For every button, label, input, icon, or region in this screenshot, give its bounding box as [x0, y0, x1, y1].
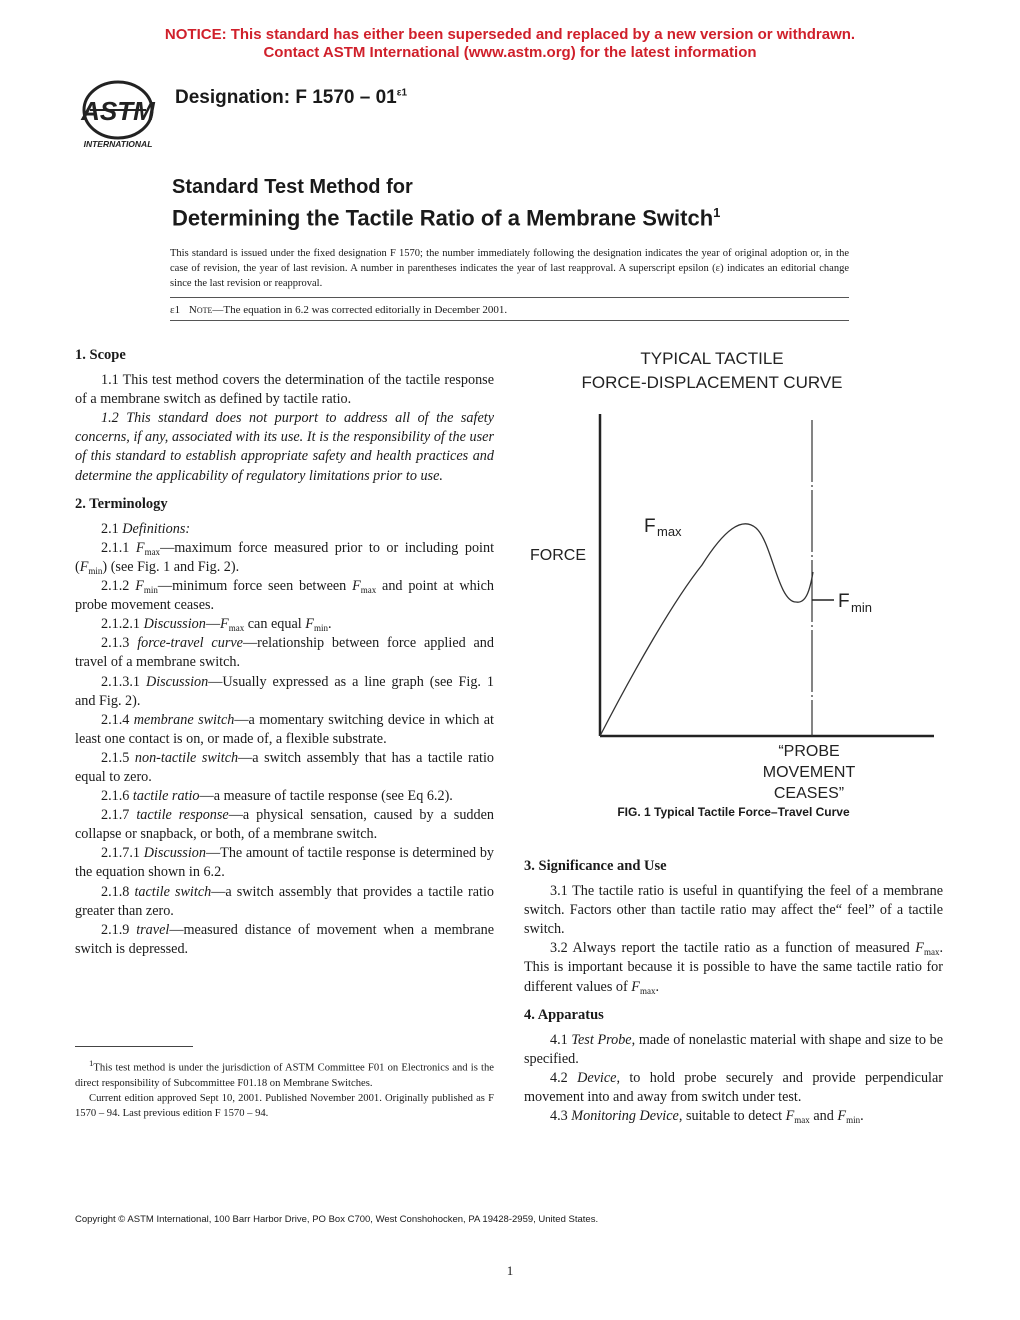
term-2-1-7: 2.1.7 tactile response—a physical sensation, caused by a sudden collapse or snapback, or both, of a membrane switch. [75, 807, 494, 843]
apparatus-4-3: 4.3 Monitoring Device, suitable to detect $F_{max}$ and $F_{min}$. [550, 1108, 864, 1126]
term-2-1-1: 2.1.1 $F_{max}—maximum$ force measured prior to or including point $(F_{min})$ (see Fig. 1 and Fig. 2). [75, 539, 495, 576]
section-heading-terminology: 2. Terminology [75, 495, 168, 512]
fmin-subscript: min [851, 600, 872, 615]
withdrawal-notice [0, 26, 1020, 62]
figure-1-caption: FIG. 1 Typical Tactile Force–Travel Curve [617, 805, 850, 819]
significance-3-2: 3.2 Always report the tactile ratio as a function of measured $F_{max}$. This is important because it is possible to have the same tactile ratio for different values of $F_{max}$. [524, 940, 943, 996]
fmax-subscript: max [657, 524, 682, 539]
logo-subtext: INTERNATIONAL [83, 139, 153, 149]
fmin-label: F [838, 591, 850, 612]
section-heading-apparatus: 4. Apparatus [524, 1006, 604, 1023]
term-2-1-4: 2.1.4 membrane switch—a momentary switching device in which at least one contact is on, or made of, a flexible substrate. [75, 711, 494, 747]
footnote-jurisdiction: This test method is under the jurisdiction of ASTM Committee F01 on Electronics and is the direct responsibility of Subcommittee F01.18 on Membrane Switches. [75, 1062, 494, 1089]
document-title [172, 174, 720, 231]
left-column [75, 346, 494, 959]
apparatus-4-1: 4.1 Test Probe, made of nonelastic material with shape and size to be specified. [524, 1031, 944, 1067]
intro-divider [170, 297, 849, 298]
scope-1-2: 1.2 This standard does not purport to address all of the safety concerns, if any, associated with its use. It is the responsibility of the user of this standard to establish appropriate safety and health practices and determine the applicability of regulatory limitations prior to use. [75, 410, 494, 484]
page-number: 1 [506, 1263, 514, 1278]
astm-logo [76, 80, 160, 150]
probe-label-line-3: CEASES” [773, 785, 845, 802]
designation-label: Designation: F 1570 – 01 [175, 87, 397, 108]
footnote-edition: Current edition approved Sept 10, 2001. Published November 2001. Originally published as F 1570 – 94. Last previous edition F 1570 – 94. [75, 1092, 494, 1119]
term-2-1-3-1: 2.1.3.1 Discussion—Usually expressed as a line graph (see Fig. 1 and Fig. 2). [75, 673, 494, 709]
note-text: —The equation in 6.2 was corrected editorially in December 2001. [212, 304, 508, 316]
force-travel-curve [600, 524, 813, 736]
figure-title-line-2: FORCE-DISPLACEMENT CURVE [581, 373, 843, 392]
footnote-divider [75, 1046, 193, 1047]
significance-3-1: 3.1 The tactile ratio is useful in quantifying the feel of a membrane switch. Factors other than tactile ratio may affect the“ feel” of a tactile switch. [524, 883, 943, 938]
term-2-1-6: 2.1.6 tactile ratio—a measure of tactile response (see Eq 6.2). [101, 788, 453, 805]
notice-line-1: NOTICE: This standard has either been superseded and replaced by a new version or withdrawn. [164, 26, 856, 43]
term-2-1-9: 2.1.9 travel—measured distance of movement when a membrane switch is depressed. [75, 921, 495, 957]
section-heading-scope: 1. Scope [75, 347, 126, 363]
epsilon-mark: ε1 [170, 304, 181, 316]
term-2-1-2: 2.1.2 $F_{min}—minimum$ force seen between $F_{max}$ and point at which probe movement ceases. [75, 578, 495, 614]
note-label: Note [188, 304, 213, 316]
issuance-paragraph: This standard is issued under the fixed designation F 1570; the number immediately following the designation indicates the year of original adoption or, in the case of revision, the year of last revision. A number in parentheses indicates the year of last reapproval. A superscript epsilon (ε) indicates an editorial change since the last revision or reapproval. [170, 248, 849, 289]
term-2-1-8: 2.1.8 tactile switch—a switch assembly that provides a tactile ratio greater than zero. [75, 883, 495, 919]
term-2-1-5: 2.1.5 non-tactile switch—a switch assembly that has a tactile ratio equal to zero. [75, 749, 495, 785]
note-divider [170, 320, 849, 321]
title-line-1: Standard Test Method for [172, 176, 413, 198]
title-footnote-mark: 1 [713, 205, 721, 220]
footnote-mark: 1 [89, 1058, 94, 1068]
probe-label-line-2: MOVEMENT [762, 764, 856, 781]
designation [175, 87, 407, 109]
section-heading-significance: 3. Significance and Use [524, 858, 667, 874]
logo-text: ASTM [81, 96, 155, 126]
term-2-1-3: 2.1.3 force-travel curve—relationship between force applied and travel of a membrane switch. [75, 635, 494, 671]
right-column [524, 857, 943, 1126]
notice-line-2: Contact ASTM International (www.astm.org) for the latest information [263, 44, 757, 61]
y-axis-label: FORCE [530, 547, 586, 564]
probe-label-line-1: “PROBE [778, 743, 840, 760]
apparatus-4-2: 4.2 Device, to hold probe securely and provide perpendicular movement into and away from switch under test. [524, 1069, 944, 1106]
designation-epsilon: ε1 [396, 87, 408, 99]
term-2-1: 2.1 Definitions: [101, 520, 191, 537]
figure-1 [524, 340, 943, 805]
term-2-1-7-1: 2.1.7.1 Discussion—The amount of tactile response is determined by the equation shown in 6.2. [75, 845, 495, 881]
footnote [75, 1056, 494, 1121]
figure-title-line-1: TYPICAL TACTILE [640, 349, 784, 368]
fmax-label: F [644, 516, 656, 537]
scope-1-1: 1.1 This test method covers the determination of the tactile response of a membrane switch as defined by tactile ratio. [75, 372, 494, 408]
title-line-2: Determining the Tactile Ratio of a Membrane Switch [172, 205, 714, 231]
editorial-note [170, 304, 507, 316]
copyright-line: Copyright © ASTM International, 100 Barr Harbor Drive, PO Box C700, West Conshohocken, PA 19428-2959, United States. [75, 1214, 599, 1225]
term-2-1-2-1: 2.1.2.1 $Discussion—F_{max}$ can equal $F_{min}$. [101, 616, 332, 634]
